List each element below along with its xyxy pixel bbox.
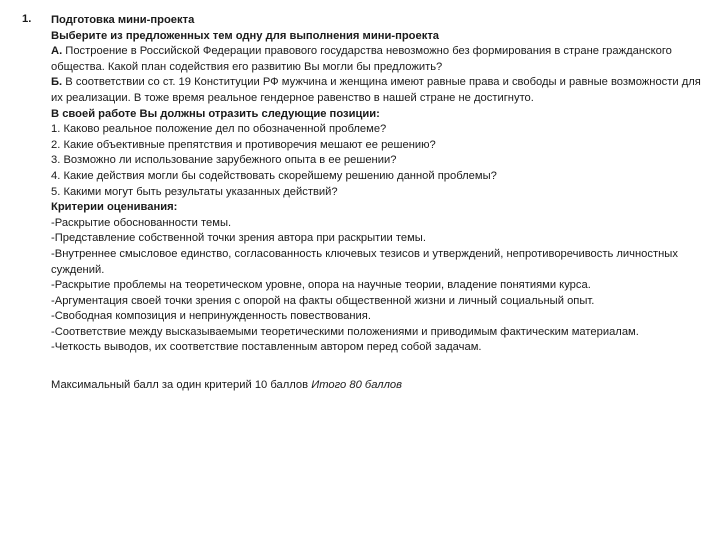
topic-a-label: А.: [51, 45, 63, 58]
criteria-item: -Свободная композиция и непринужденность повествования.: [51, 310, 371, 323]
topic-a: [51, 44, 701, 75]
item-number: 1.: [22, 13, 32, 25]
position-item: 1. Каково реальное положение дел по обозначенной проблеме?: [51, 123, 387, 136]
document-content: [51, 13, 701, 394]
section-title: Подготовка мини-проекта: [51, 14, 195, 26]
score-line: [51, 378, 701, 394]
position-item: 4. Какие действия могли бы содействовать скорейшему решению данной проблемы?: [51, 169, 497, 182]
position-item: 5. Какими могут быть результаты указанных действий?: [51, 185, 338, 198]
topic-b-text: В соответствии со ст. 19 Конституции РФ мужчина и женщина имеют равные права и свободы и равные возможности для их реализации. В тоже время реальное гендерное равенство в нашей стране не достигнуто.: [51, 76, 701, 104]
criteria-item: -Четкость выводов, их соответствие поставленным автором перед собой задачам.: [51, 341, 482, 354]
criteria-item: -Представление собственной точки зрения автора при раскрытии темы.: [51, 232, 426, 245]
topic-b: [51, 75, 701, 106]
topic-a-text: Построение в Российской Федерации правового государства невозможно без формирования в стране гражданского общества. Какой план содействия его развитию Вы могли бы предложить?: [51, 45, 672, 73]
position-item: 2. Какие объективные препятствия и противоречия мешают ее решению?: [51, 138, 436, 151]
position-item: 3. Возможно ли использование зарубежного опыта в ее решении?: [51, 154, 397, 167]
criteria-item: -Раскрытие проблемы на теоретическом уровне, опора на научные теории, владение понятиями курса.: [51, 279, 591, 292]
topic-b-label: Б.: [51, 76, 63, 89]
criteria-item: -Аргументация своей точки зрения с опорой на факты общественной жизни и личный социальный опыт.: [51, 294, 595, 307]
criteria-heading: Критерии оценивания:: [51, 201, 178, 214]
spacer: [51, 356, 701, 378]
criteria-item: -Раскрытие обоснованности темы.: [51, 216, 232, 229]
max-score-text: Максимальный балл за один критерий 10 баллов: [51, 379, 309, 392]
total-score-text: Итого 80 баллов: [311, 379, 402, 392]
instruction-text: Выберите из предложенных тем одну для выполнения мини-проекта: [51, 29, 440, 42]
criteria-item: -Соответствие между высказываемыми теоретическими положениями и приводимым фактическим материалам.: [51, 325, 639, 338]
criteria-item: -Внутреннее смысловое единство, согласованность ключевых тезисов и утверждений, непротиворечивость личностных суждений.: [51, 247, 678, 276]
positions-heading: В своей работе Вы должны отразить следующие позиции:: [51, 107, 380, 120]
